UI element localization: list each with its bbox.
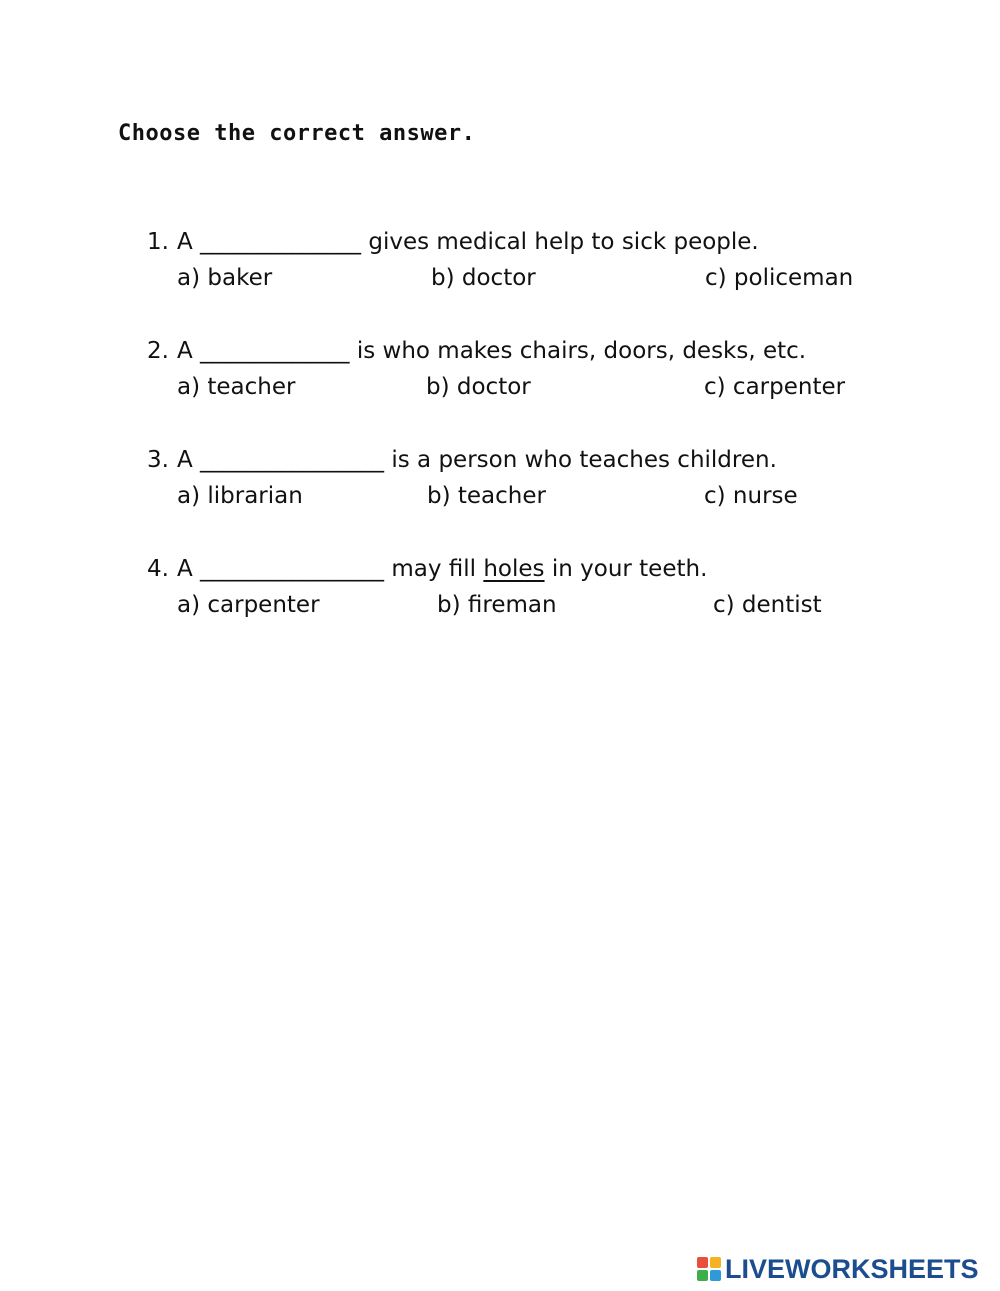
question-stem: A ________________ is a person who teaches children. [177,447,777,473]
question-stem: A ______________ gives medical help to sick people. [177,229,759,255]
question-2 [0,337,1000,417]
option-a[interactable]: a) baker [177,265,273,291]
logo-mark-icon [697,1257,721,1281]
logo-text: LIVEWORKSHEETS [725,1253,979,1284]
question-number: 4. [147,556,169,582]
question-4 [0,555,1000,635]
option-a[interactable]: a) carpenter [177,592,320,618]
option-c[interactable]: c) nurse [704,483,798,509]
question-stem: A _____________ is who makes chairs, doors, desks, etc. [177,338,807,364]
question-stem: A ________________ may fill holes in your teeth. [177,556,708,582]
option-b[interactable]: b) teacher [427,483,546,509]
option-b[interactable]: b) doctor [426,374,531,400]
option-b[interactable]: b) fireman [437,592,557,618]
question-number: 1. [147,229,169,255]
question-number: 3. [147,447,169,473]
underlined-word: holes [483,556,545,582]
option-c[interactable]: c) dentist [713,592,822,618]
option-c[interactable]: c) carpenter [704,374,846,400]
option-a[interactable]: a) librarian [177,483,303,509]
option-b[interactable]: b) doctor [431,265,536,291]
question-1 [0,228,1000,308]
question-3 [0,446,1000,526]
question-number: 2. [147,338,169,364]
option-a[interactable]: a) teacher [177,374,296,400]
option-c[interactable]: c) policeman [705,265,854,291]
liveworksheets-logo [697,1254,979,1284]
worksheet-title: Choose the correct answer. [118,121,476,146]
